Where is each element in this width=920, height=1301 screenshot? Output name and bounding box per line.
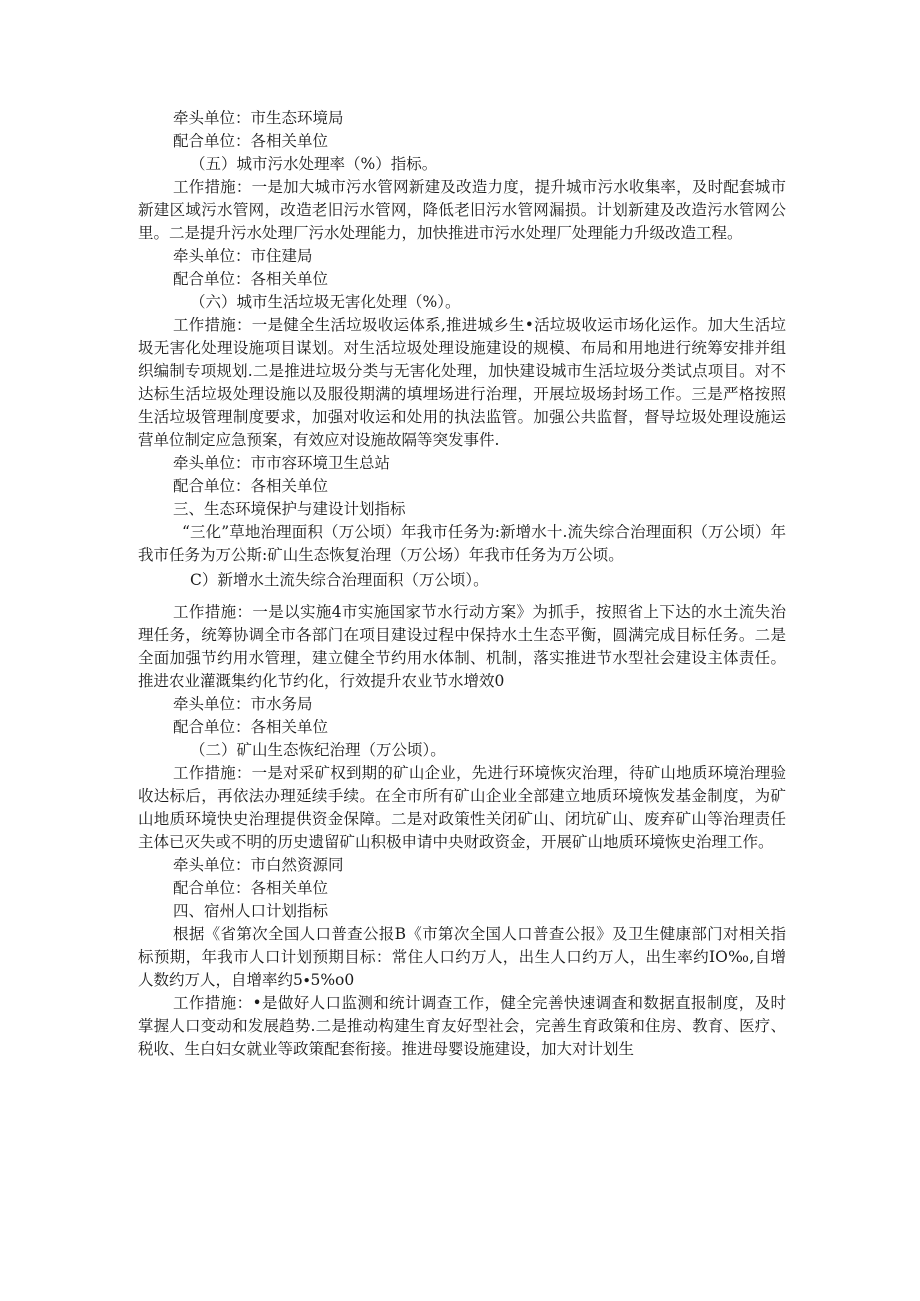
chapter-heading: 四、宿州人口计划指标 <box>173 902 329 920</box>
partner-unit-line: 配合单位：各相关单位 <box>173 879 329 897</box>
targets-paragraph: “三化”草地治理面积（万公顷）年我市任务为:新增水十.流失综合治理面积（万公顷）年我市任务为万公斯:矿山生态恢复治理（万公场）年我市任务为万公顷。 <box>138 523 786 564</box>
partner-unit-line: 配合单位：各相关单位 <box>173 477 329 495</box>
targets-paragraph: 根据《省第次全国人口普查公报B《市第次全国人口普查公报》及卫生健康部门对相关指标预期，年我市人口计划预期目标：常住人口约万人，出生人口约万人，出生率约IO‰,自增人数约万人，自增率约5∙5%o0 <box>138 925 786 989</box>
section-heading: （六）城市生活垃圾无害化处理（%）。 <box>190 293 461 311</box>
measures-paragraph: 工作措施：•是做好人口监测和统计调查工作，健全完善快速调査和数据直报制度，及时掌握人口变动和发展趋势.二是推动构建生育友好型社会，完善生育政策和住房、教育、医疗、税收、生白妇女就业等政策配套衔接。推进母婴设施建设，加大对计划生 <box>138 994 786 1058</box>
partner-unit-line: 配合单位：各相关单位 <box>173 270 329 288</box>
chapter-heading: 三、生态环境保护与建设计划指标 <box>173 500 406 518</box>
measures-paragraph: 工作措施：一是对采矿权到期的矿山企业，先进行环境恢灾治理，待矿山地质环境治理验收达标后，再依法办理延续手续。在全市所有矿山企业全部建立地质环境恢发基金制度，为矿山地质环境快史治理提供资金保障。二是对政策性关闭矿山、闭坑矿山、废弃矿山等治理责任主体已灭失或不明的历史遗留矿山积极申请中央财政资金，开展矿山地质环境恢史治理工作。 <box>138 764 786 851</box>
section-heading: （二）矿山生态恢纪治理（万公顷）。 <box>190 741 446 759</box>
section-heading: C）新增水土流失综合治理面积（万公顷）。 <box>190 571 489 589</box>
lead-unit-line: 牵头单位：市住建局 <box>173 247 313 265</box>
lead-unit-line: 牵头单位：市生态环境局 <box>173 109 344 127</box>
measures-paragraph: 工作措施：一是健全生活垃圾收运体系,推进城乡生•活垃圾收运市场化运作。加大生活垃圾无害化处理设施项目谋划。对生活垃圾处理设施建设的规模、布局和用地进行统筹安排并组织编制专项规划.二是推进垃圾分类与无害化处理，加快建设城市生活垃圾分类试点项目。对不达标生活垃圾处理设施以及服役期满的填埋场进行治理，开展垃圾场封场工作。三是严格按照生活垃圾管理制度要求，加强对收运和处用的执法监管。加强公共监督，督导垃圾处理设施运营单位制定应急预案，有效应对设施故隔等突发事件. <box>138 316 786 449</box>
section-heading: （五）城市污水处理率（%）指标。 <box>190 155 438 173</box>
measures-paragraph: 工作措施：一是以实施4市实施国家节水行动方案》为抓手，按照省上下达的水土流失治理任务，统筹协调全市各部门在项目建设过程中保持水土生态平衡，圆满完成目标任务。二是全面加强节约用水管理，建立健全节约用水体制、机制，落实推进节水型社会建设主体责任。推进农业灌溉集约化节约化，行效提升农业节水增效0 <box>138 603 786 690</box>
lead-unit-line: 牵头单位：市水务局 <box>173 695 313 713</box>
measures-paragraph: 工作措施：一是加大城市污水管网新建及改造力度，提升城市污水收集率，及时配套城市新建区域污水管网，改造老旧污水管网，降低老旧污水管网漏损。计划新建及改造污水管网公里。二是提升污水处理厂污水处理能力，加快推进市污水处理厂处理能力升级改造工程。 <box>138 178 786 242</box>
document-body <box>138 107 786 1061</box>
partner-unit-line: 配合单位：各相关单位 <box>173 132 329 150</box>
lead-unit-line: 牵头单位：市市容环境卫生总站 <box>173 454 391 472</box>
partner-unit-line: 配合单位：各相关单位 <box>173 718 329 736</box>
lead-unit-line: 牵头单位：市白然资源同 <box>173 856 344 874</box>
